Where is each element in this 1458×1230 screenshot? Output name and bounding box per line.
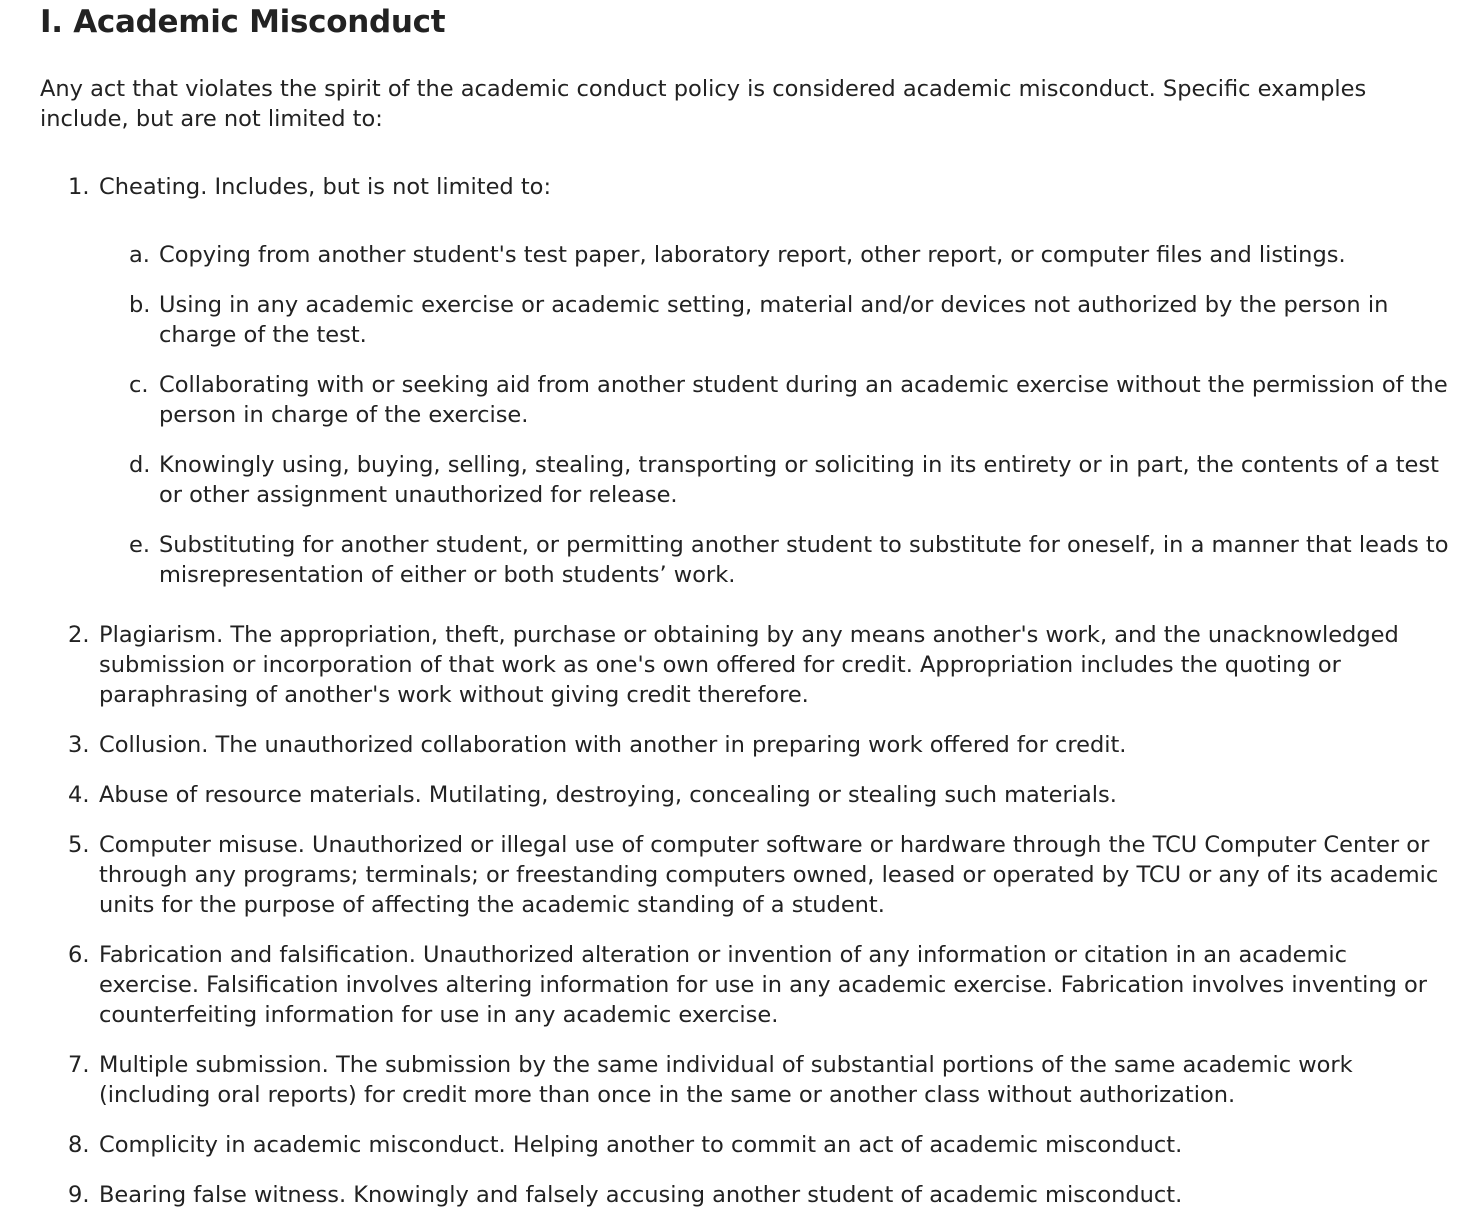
- list-item-text: Abuse of resource materials. Mutilating, destroying, concealing or stealing such materials.: [99, 782, 1117, 808]
- sublist-item-text: Knowingly using, buying, selling, stealing, transporting or soliciting in its entirety or in part, the contents of a test or other assignment unauthorized for release.: [159, 452, 1439, 508]
- list-item: [40, 830, 1444, 920]
- list-item-number: 7.: [68, 1052, 90, 1078]
- list-item: [40, 1130, 1444, 1160]
- list-item-number: 4.: [68, 782, 90, 808]
- list-item-text: Complicity in academic misconduct. Helping another to commit an act of academic misconduct.: [99, 1132, 1183, 1158]
- sublist-item-letter: d.: [129, 452, 151, 478]
- sublist-item-letter: e.: [129, 532, 150, 558]
- list-item: [40, 1180, 1444, 1210]
- sublist-item-text: Copying from another student's test paper, laboratory report, other report, or computer files and listings.: [159, 242, 1346, 268]
- sublist-item-letter: b.: [129, 292, 151, 318]
- list-item-text: Collusion. The unauthorized collaboration with another in preparing work offered for credit.: [99, 732, 1127, 758]
- list-item-text: Cheating. Includes, but is not limited to:: [99, 174, 552, 200]
- misconduct-list: [40, 172, 1458, 1210]
- list-item: [40, 1050, 1444, 1110]
- sublist-item-letter: a.: [129, 242, 150, 268]
- sublist-item: [99, 450, 1449, 510]
- list-item-text: Bearing false witness. Knowingly and falsely accusing another student of academic misconduct.: [99, 1182, 1183, 1208]
- sublist-item-text: Substituting for another student, or permitting another student to substitute for oneself, in a manner that leads to misrepresentation of either or both students’ work.: [159, 532, 1449, 588]
- list-item: [40, 940, 1444, 1030]
- intro-paragraph: Any act that violates the spirit of the academic conduct policy is considered academic misconduct. Specific examples include, but are not limited to:: [40, 76, 1367, 132]
- sublist-item-text: Using in any academic exercise or academic setting, material and/or devices not authorized by the person in charge of the test.: [159, 292, 1389, 348]
- list-item: [40, 730, 1444, 760]
- sublist-item: [99, 290, 1449, 350]
- list-item-number: 5.: [68, 832, 90, 858]
- list-item: [40, 620, 1444, 710]
- list-item-number: 2.: [68, 622, 90, 648]
- list-item-number: 1.: [68, 174, 90, 200]
- list-item-number: 3.: [68, 732, 90, 758]
- sublist-item-letter: c.: [129, 372, 149, 398]
- cheating-sublist: [99, 240, 1449, 590]
- sublist-item-text: Collaborating with or seeking aid from another student during an academic exercise without the permission of the person in charge of the exercise.: [159, 372, 1448, 428]
- list-item-text: Plagiarism. The appropriation, theft, purchase or obtaining by any means another's work, and the unacknowledged submission or incorporation of that work as one's own offered for credit. Appropriation includes the quoting or paraphrasing of another's work without giving credit therefore.: [99, 622, 1399, 708]
- sublist-item: [99, 370, 1449, 430]
- list-item-number: 8.: [68, 1132, 90, 1158]
- list-item-text: Computer misuse. Unauthorized or illegal use of computer software or hardware through the TCU Computer Center or through any programs; terminals; or freestanding computers owned, leased or operated by TCU or any of its academic units for the purpose of affecting the academic standing of a student.: [99, 832, 1439, 918]
- list-item-text: Fabrication and falsification. Unauthorized alteration or invention of any information or citation in an academic exercise. Falsification involves altering information for use in any academic exercise. Fabrication involves inventing or counterfeiting information for use in any academic exercise.: [99, 942, 1428, 1028]
- list-item-number: 9.: [68, 1182, 90, 1208]
- list-item: [40, 172, 1449, 590]
- list-item: [40, 780, 1444, 810]
- list-item-number: 6.: [68, 942, 90, 968]
- sublist-item: [99, 240, 1449, 270]
- section-heading: I. Academic Misconduct: [40, 4, 446, 40]
- sublist-item: [99, 530, 1449, 590]
- list-item-text: Multiple submission. The submission by the same individual of substantial portions of the same academic work (including oral reports) for credit more than once in the same or another class without authorization.: [99, 1052, 1353, 1108]
